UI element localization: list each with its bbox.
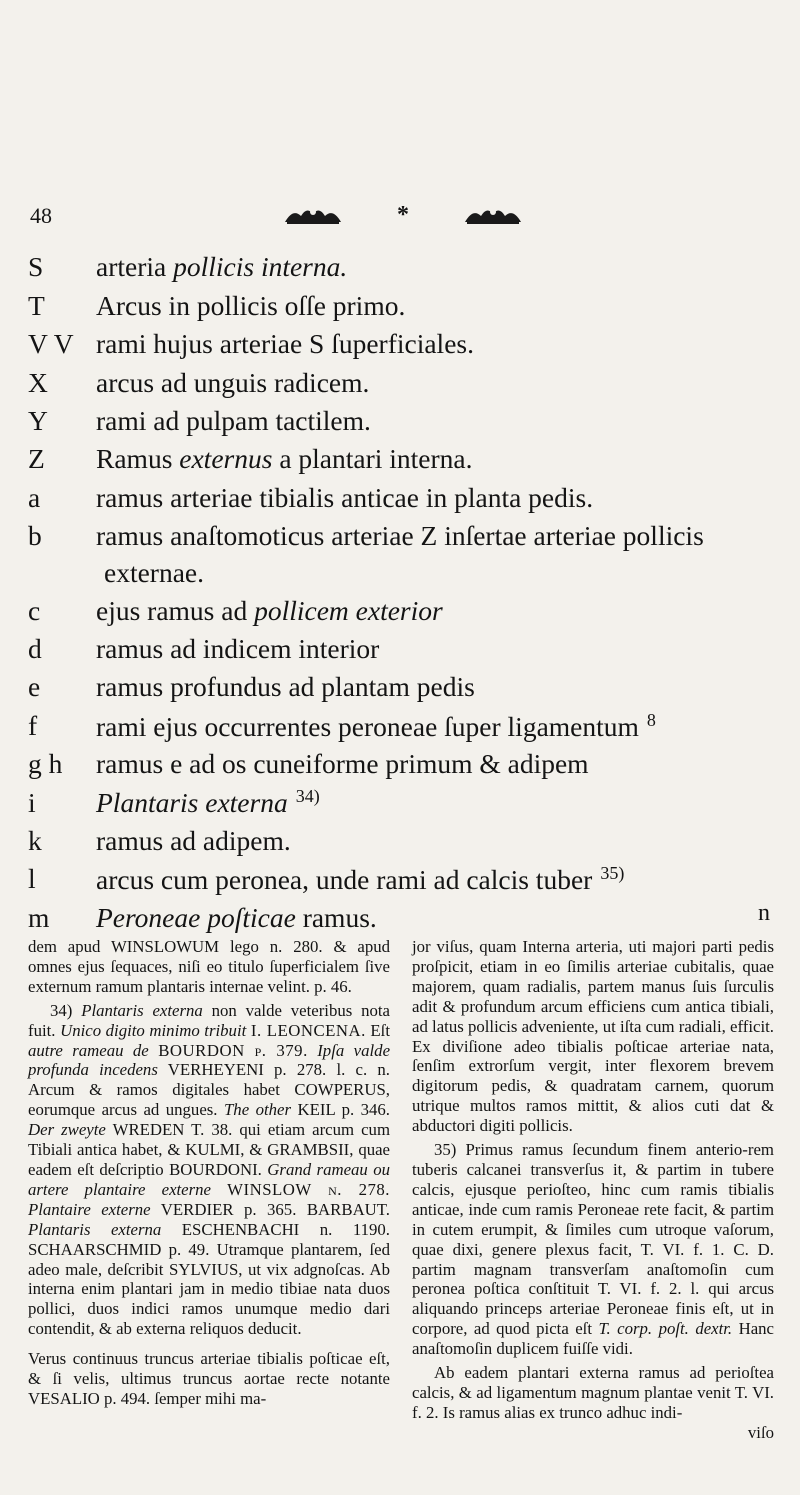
legend-letter: m bbox=[28, 901, 50, 933]
legend-entry bbox=[0, 248, 800, 286]
legend-letter: k bbox=[28, 824, 42, 856]
legend-text: ramus anaſtomoticus arteriae Z inſertae arteriae pollicis bbox=[96, 520, 704, 552]
header-ornament bbox=[283, 201, 523, 229]
footnote-ref: 8 bbox=[646, 709, 656, 730]
legend-letter: T bbox=[28, 289, 45, 321]
legend-text: rami ejus occurrentes peroneae ſuper ligamentum $^8$ bbox=[96, 709, 656, 742]
footnote-column-right bbox=[412, 937, 774, 1443]
footnote-paragraph: 35) Primus ramus ſecundum finem anterio-rem tuberis calcanei transverſus it, & partim in tubere calcis, ejusque perioſteo, hinc cum ramis tibialis anticae, inde cum ramis Peroneae rete facit, & partim in cutem erumpit, & ſimiles cum utroque vaſorum, quae dixi, genere plexus facit, T. VI. f. 1. C. D. partim magnam transverſam anaſtomoſin cum peronea poſtica conſtituit T. VI. f. 2. l. qui arcus aliquando princeps arteriae Peroneae finis eſt, ut in corpore, ad quod picta eſt T. corp. poſt. dextr. Hanc anaſtomoſin duplicem fuiſſe vidi. bbox=[412, 1140, 774, 1359]
legend-letter: e bbox=[28, 671, 41, 703]
footnote-paragraph: Verus continuus truncus arteriae tibialis poſticae eſt, & ſi velis, ultimus truncus aortae recte notante VESALIO p. 494. ſemper mihi ma- bbox=[28, 1349, 390, 1408]
legend-entry bbox=[0, 783, 800, 821]
legend-text: rami ad pulpam tactilem. bbox=[96, 405, 371, 436]
legend-text: Plantaris externa $^{34)}$ bbox=[96, 786, 320, 819]
legend-entry bbox=[0, 478, 800, 516]
ornament-star: * bbox=[397, 201, 409, 228]
legend-letter: f bbox=[28, 709, 38, 741]
legend-entry bbox=[0, 821, 800, 859]
legend-text: arteria pollicis interna. bbox=[96, 251, 348, 283]
legend-entry bbox=[0, 325, 800, 363]
legend-letter: V V bbox=[28, 328, 74, 360]
footnote-ref: 35) bbox=[600, 863, 625, 884]
legend-entry bbox=[0, 440, 800, 478]
legend-letter: l bbox=[28, 863, 36, 895]
legend-entry bbox=[0, 668, 800, 706]
legend-text: Arcus in pollicis oſſe primo. bbox=[96, 289, 406, 321]
legend-text: ramus ad adipem. bbox=[96, 824, 291, 856]
footnote-column-left bbox=[28, 937, 390, 1409]
legend-text: ejus ramus ad pollicem exterior bbox=[96, 594, 443, 626]
legend-entry bbox=[0, 402, 800, 440]
footnote-paragraph: Ab eadem plantari externa ramus ad perioſtea calcis, & ad ligamentum magnum plantae venit T. VI. f. 2. Is ramus alias ex trunco adhuc indi- bbox=[412, 1363, 774, 1422]
legend-entry bbox=[0, 706, 800, 744]
legend-entry bbox=[0, 591, 800, 629]
legend-entry bbox=[0, 898, 800, 936]
legend-letter: S bbox=[28, 251, 44, 283]
legend-letter: X bbox=[28, 366, 48, 398]
legend-letter: g h bbox=[28, 748, 63, 780]
page-number: 48 bbox=[30, 203, 52, 228]
legend-entry bbox=[0, 630, 800, 668]
legend-letter: d bbox=[28, 632, 42, 664]
footnote-ref: 34) bbox=[295, 786, 320, 807]
footnote-paragraph: jor viſus, quam Interna arteria, uti majori parti pedis proſpicit, etiam in eo ſimilis arteriae cubitalis, quae majorem, quam radialis, partem manus ſuis ſurculis adit & profundum arcum efficiens cum antica tibiali, ad latus pollicis adveniente, ut iſta cum radiali, efficit. Ex diviſione adeo tibialis poſticae arteriae nata, ſenſim extrorſum vergit, inter flexorem brevem digitorum pedis, & quadratam carnem, quorum utrique multos ramos mittit, & alios cuti dat & abductori digiti pollicis. bbox=[412, 937, 774, 1136]
legend-text: externae. bbox=[104, 557, 204, 589]
legend-text: ramus ad indicem interior bbox=[96, 632, 380, 664]
catchword: n bbox=[758, 900, 770, 926]
legend-text: arcus cum peronea, unde rami ad calcis tuber $^{35)}$ bbox=[96, 863, 625, 896]
legend-text: ramus arteriae tibialis anticae in planta pedis. bbox=[96, 481, 594, 513]
footnote-paragraph: 34) Plantaris externa non valde veteribus nota fuit. Unico digito minimo tribuit I. LEONCENA. Eſt autre rameau de BOURDON p. 379. Ipſa valde profunda incedens VERHEYENI p. 278. l. c. n. Arcum & ramos digitales habet COWPERUS, eorumque arcus ad ungues. The other KEIL p. 346. Der zweyte WREDEN T. 38. qui etiam arcum cum Tibiali antica habet, & KULMI, & GRAMBSII, quae eadem eſt deſcriptio BOURDONI. Grand rameau ou artere plantaire externe WINSLOW n. 278. Plantaire externe VERDIER p. 365. BARBAUT. Plantaris externa ESCHENBACHI n. 1190. SCHAARSCHMID p. 49. Utramque plantarem, ſed adeo male, deſcribit SYLVIUS, ut vix adgnoſcas. Ab interna enim plantari jam in medio tibiae nata duos pollici, duos indici ramos unumque medio dari contendit, & ab externa reliquos deducit. bbox=[28, 1000, 391, 1339]
legend-text: Peroneae poſticae ramus. bbox=[96, 901, 377, 933]
legend-letter: c bbox=[28, 594, 41, 626]
legend-text: Ramus externus a plantari interna. bbox=[96, 443, 473, 475]
legend-entry bbox=[0, 860, 800, 898]
legend-entry bbox=[0, 363, 800, 401]
legend-letter: b bbox=[28, 520, 42, 552]
legend-entry bbox=[0, 517, 800, 555]
figure-legend bbox=[0, 248, 800, 937]
legend-letter: Y bbox=[28, 405, 48, 436]
ornament-right-icon bbox=[463, 204, 523, 226]
footnote-paragraph: dem apud WINSLOWUM lego n. 280. & apud omnes ejus ſequaces, niſi eo titulo ſuperficialem ſive externum ramum plantaris internae velint. p. 46. bbox=[28, 937, 390, 996]
legend-text: rami hujus arteriae S ſuperficiales. bbox=[96, 328, 474, 360]
legend-letter: Z bbox=[28, 443, 45, 475]
ornament-left-icon bbox=[283, 204, 343, 226]
legend-text: arcus ad unguis radicem. bbox=[96, 366, 370, 398]
legend-entry bbox=[0, 286, 800, 324]
legend-text: ramus e ad os cuneiforme primum & adipem bbox=[96, 748, 589, 780]
catchword-right: viſo bbox=[747, 1422, 774, 1442]
legend-entry-continuation bbox=[0, 555, 800, 591]
legend-letter: i bbox=[28, 786, 36, 818]
legend-entry bbox=[0, 745, 800, 783]
legend-letter: a bbox=[28, 481, 41, 513]
legend-text: ramus profundus ad plantam pedis bbox=[96, 671, 475, 703]
